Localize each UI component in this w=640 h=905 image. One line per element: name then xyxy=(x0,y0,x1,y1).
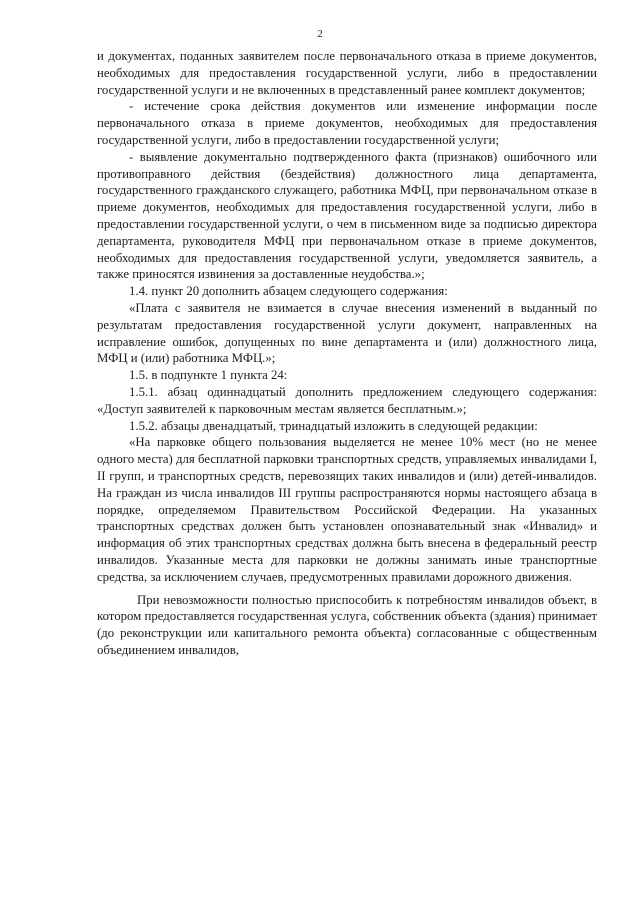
paragraph-item-1-5-2: 1.5.2. абзацы двенадцатый, тринадцатый изложить в следующей редакции: xyxy=(129,418,538,433)
page-number: 2 xyxy=(317,28,323,40)
document-body xyxy=(97,48,597,659)
paragraph-item-1-5: 1.5. в подпункте 1 пункта 24: xyxy=(129,368,288,383)
paragraph-fee-quote: «Плата с заявителя не взимается в случае внесения изменений в выданный по результатам предоставления государственной услуги документ, направленных на исправление ошибок, допущенных по вине департамента и (или) должностного лица, МФЦ и (или) работника МФЦ.»; xyxy=(97,300,597,366)
paragraph-item-1-4: 1.4. пункт 20 дополнить абзацем следующего содержания: xyxy=(129,284,448,299)
paragraph-parking-quote: «На парковке общего пользования выделяется не менее 10% мест (но не менее одного места) для бесплатной парковки транспортных средств, управляемых инвалидами I, II групп, и транспортных средств, перевозящих таких инвалидов и (или) детей-инвалидов. На граждан из числа инвалидов III группы распространяются нормы настоящего абзаца в порядке, определяемом Правительством Российской Федерации. На указанных транспортных средствах должен быть установлен опознавательный знак «Инвалид» и информация об этих транспортных средствах должна быть внесена в федеральный реестр инвалидов. Указанные места для парковки не должны занимать иные транспортные средства, за исключением случаев, предусмотренных правилами дорожного движения. xyxy=(97,435,597,584)
paragraph-accessibility: При невозможности полностью приспособить к потребностям инвалидов объект, в котором предоставляется государственная услуга, собственник объекта (здания) принимает (до реконструкции или капитального ремонта объекта) согласованные с общественным объединением инвалидов, xyxy=(97,592,597,657)
paragraph-item-1-5-1: 1.5.1. абзац одиннадцатый дополнить предложением следующего содержания: «Доступ заявителей к парковочным местам является бесплатным.»; xyxy=(97,384,597,416)
paragraph-continuation: и документах, поданных заявителем после первоначального отказа в приеме документов, необходимых для предоставления государственной услуги, либо в предоставлении государственной услуги и не включенных в представленный ранее комплект документов; xyxy=(97,49,597,97)
paragraph-list-item-error: - выявление документально подтвержденного факта (признаков) ошибочного или противоправного действия (бездействия) должностного лица департамента, государственного гражданского служащего, работника МФЦ, при первоначальном отказе в приеме документов, необходимых для предоставления государственной услуги, либо в предоставлении государственной услуги, о чем в письменном виде за подписью директора департамента, руководителя МФЦ при первоначальном отказе в приеме документов, необходимых для предоставления государственной услуги, уведомляется заявитель, а также приносятся извинения за доставленные неудобства.»; xyxy=(97,149,597,282)
paragraph-list-item-expiry: - истечение срока действия документов или изменение информации после первоначального отказа в приеме документов, необходимых для предоставления государственной услуги, либо в предоставлении государственной услуги; xyxy=(97,99,597,147)
